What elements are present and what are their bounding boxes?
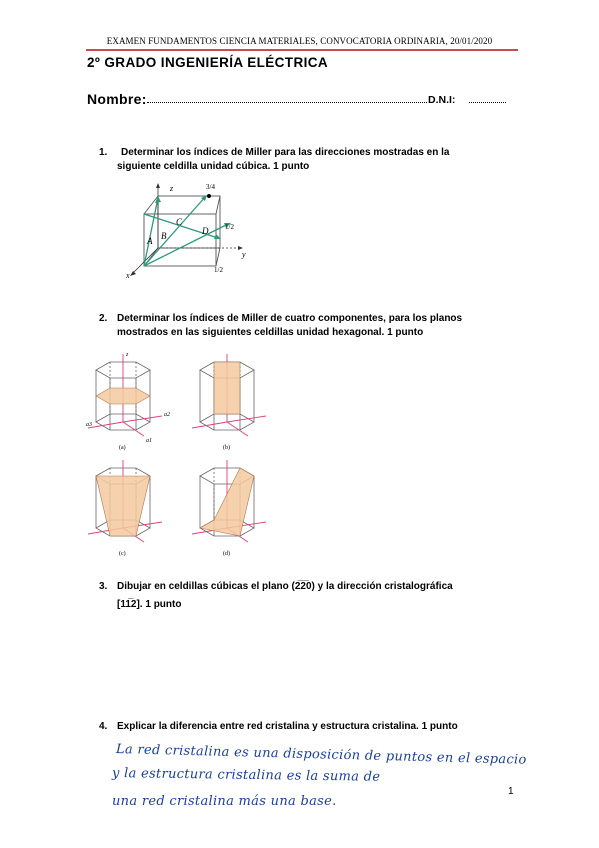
- question-2-line1: Determinar los índices de Miller de cuatro componentes, para los planos: [117, 313, 463, 324]
- answer-4-line2: y la estructura cristalina es la suma de: [111, 766, 381, 785]
- degree-title: 2º GRADO INGENIERÍA ELÉCTRICA: [87, 55, 329, 70]
- question-3-text-a: Dibujar en celdillas cúbicas el plano (: [117, 581, 295, 592]
- fraction-bottom: 1/2: [214, 266, 223, 274]
- hex-axis-z: z: [126, 352, 129, 358]
- vector-label-b: B: [161, 231, 167, 241]
- id-label: D.N.I:: [428, 94, 456, 106]
- answer-4-line1: La red cristalina es una disposición de puntos en el espacio: [115, 742, 527, 768]
- fraction-right: 1/2: [225, 223, 234, 231]
- question-3-plane: 2̅2̅0: [294, 581, 312, 592]
- hex-axis-a2: a2: [164, 412, 170, 418]
- question-4-line1: Explicar la diferencia entre red cristalina y estructura cristalina. 1 punto: [117, 721, 458, 732]
- caption-a: (a): [119, 445, 126, 451]
- name-field[interactable]: [147, 102, 427, 103]
- cubic-cell-figure: [118, 178, 254, 280]
- page-number: 1: [508, 786, 514, 797]
- question-3-line1: [117, 580, 453, 593]
- hex-axis-a3: a3: [86, 422, 92, 428]
- vector-label-a: A: [147, 236, 153, 246]
- header-rule: [86, 49, 518, 51]
- fraction-top: 3/4: [206, 183, 215, 191]
- exam-header: EXAMEN FUNDAMENTOS CIENCIA MATERIALES, CONVOCATORIA ORDINARIA, 20/01/2020: [106, 36, 493, 46]
- question-1-number: 1.: [99, 147, 108, 158]
- question-3-number: 3.: [99, 581, 108, 592]
- question-2-line2: mostrados en las siguientes celdillas unidad hexagonal. 1 punto: [117, 327, 424, 338]
- question-4-number: 4.: [99, 721, 108, 732]
- hexagonal-cells-figure: [86, 350, 274, 558]
- question-3-text-b: ) y la dirección cristalográfica: [311, 581, 453, 592]
- vector-label-c: C: [176, 217, 183, 227]
- hex-axis-a1: a1: [146, 438, 152, 444]
- answer-4-line3: una red cristalina más una base.: [112, 794, 337, 809]
- question-1-line2: siguiente celdilla unidad cúbica. 1 punto: [117, 161, 310, 172]
- question-3-line2: [11̅2]. 1 punto: [117, 599, 182, 610]
- axis-y-label: y: [242, 250, 246, 259]
- caption-d: (d): [223, 551, 230, 557]
- id-field[interactable]: [469, 102, 506, 103]
- vector-label-d: D: [202, 226, 209, 236]
- axis-x-label: x: [126, 271, 130, 280]
- axis-z-label: z: [170, 184, 174, 193]
- caption-b: (b): [223, 445, 230, 451]
- question-2-number: 2.: [99, 313, 108, 324]
- question-1-line1: Determinar los índices de Miller para las direcciones mostradas en la: [121, 147, 450, 158]
- caption-c: (c): [119, 551, 126, 557]
- name-label: Nombre:: [87, 91, 147, 107]
